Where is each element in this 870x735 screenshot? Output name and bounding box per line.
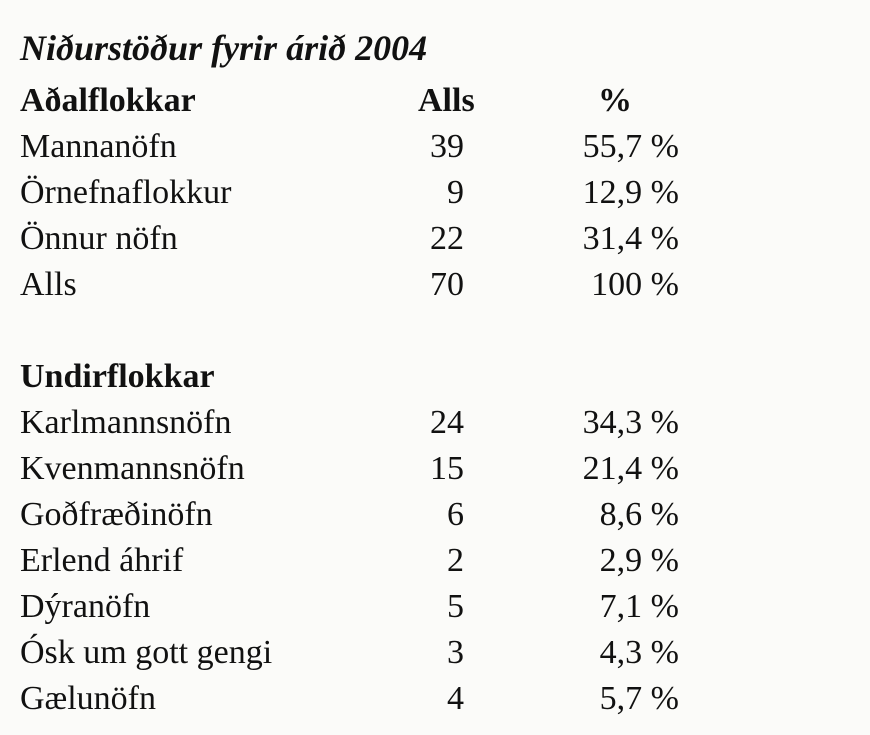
row-name: Kvenmannsnöfn (20, 450, 245, 487)
row-count: 39 (430, 128, 464, 165)
row-percent: 12,9 % (582, 174, 679, 211)
table-row (0, 400, 870, 446)
row-name: Goðfræðinöfn (20, 496, 213, 533)
row-name: Alls (20, 266, 77, 303)
subcategories-header: Undirflokkar (20, 358, 215, 395)
count-column-header: Alls (418, 82, 475, 119)
row-percent: 21,4 % (582, 450, 679, 487)
row-name: Erlend áhrif (20, 542, 184, 579)
table-row (0, 216, 870, 262)
row-count: 6 (447, 496, 464, 533)
row-percent: 2,9 % (599, 542, 679, 579)
row-name: Dýranöfn (20, 588, 151, 625)
main-category-header: Aðalflokkar (20, 82, 196, 119)
row-name: Ósk um gott gengi (20, 634, 273, 671)
row-count: 24 (430, 404, 464, 441)
percent-column-header: % (598, 82, 632, 119)
table-row (0, 124, 870, 170)
row-count: 3 (447, 634, 464, 671)
row-name: Mannanöfn (20, 128, 177, 165)
row-count: 70 (430, 266, 464, 303)
row-percent: 31,4 % (582, 220, 679, 257)
table-row (0, 676, 870, 722)
table-row (0, 446, 870, 492)
table-row (0, 538, 870, 584)
table-row (0, 584, 870, 630)
page-title: Niðurstöður fyrir árið 2004 (20, 28, 428, 68)
row-count: 2 (447, 542, 464, 579)
row-name: Karlmannsnöfn (20, 404, 232, 441)
table-row-total (0, 262, 870, 308)
row-count: 15 (430, 450, 464, 487)
row-percent: 5,7 % (599, 680, 679, 717)
row-name: Gælunöfn (20, 680, 156, 717)
row-percent: 55,7 % (582, 128, 679, 165)
main-table-header (0, 78, 870, 124)
row-percent: 8,6 % (599, 496, 679, 533)
row-percent: 4,3 % (599, 634, 679, 671)
row-percent: 100 % (591, 266, 679, 303)
row-percent: 7,1 % (599, 588, 679, 625)
table-row (0, 492, 870, 538)
row-count: 22 (430, 220, 464, 257)
row-count: 5 (447, 588, 464, 625)
row-count: 4 (447, 680, 464, 717)
row-name: Önnur nöfn (20, 220, 178, 257)
table-row (0, 630, 870, 676)
table-row (0, 170, 870, 216)
row-name: Örnefnaflokkur (20, 174, 232, 211)
row-percent: 34,3 % (582, 404, 679, 441)
row-count: 9 (447, 174, 464, 211)
